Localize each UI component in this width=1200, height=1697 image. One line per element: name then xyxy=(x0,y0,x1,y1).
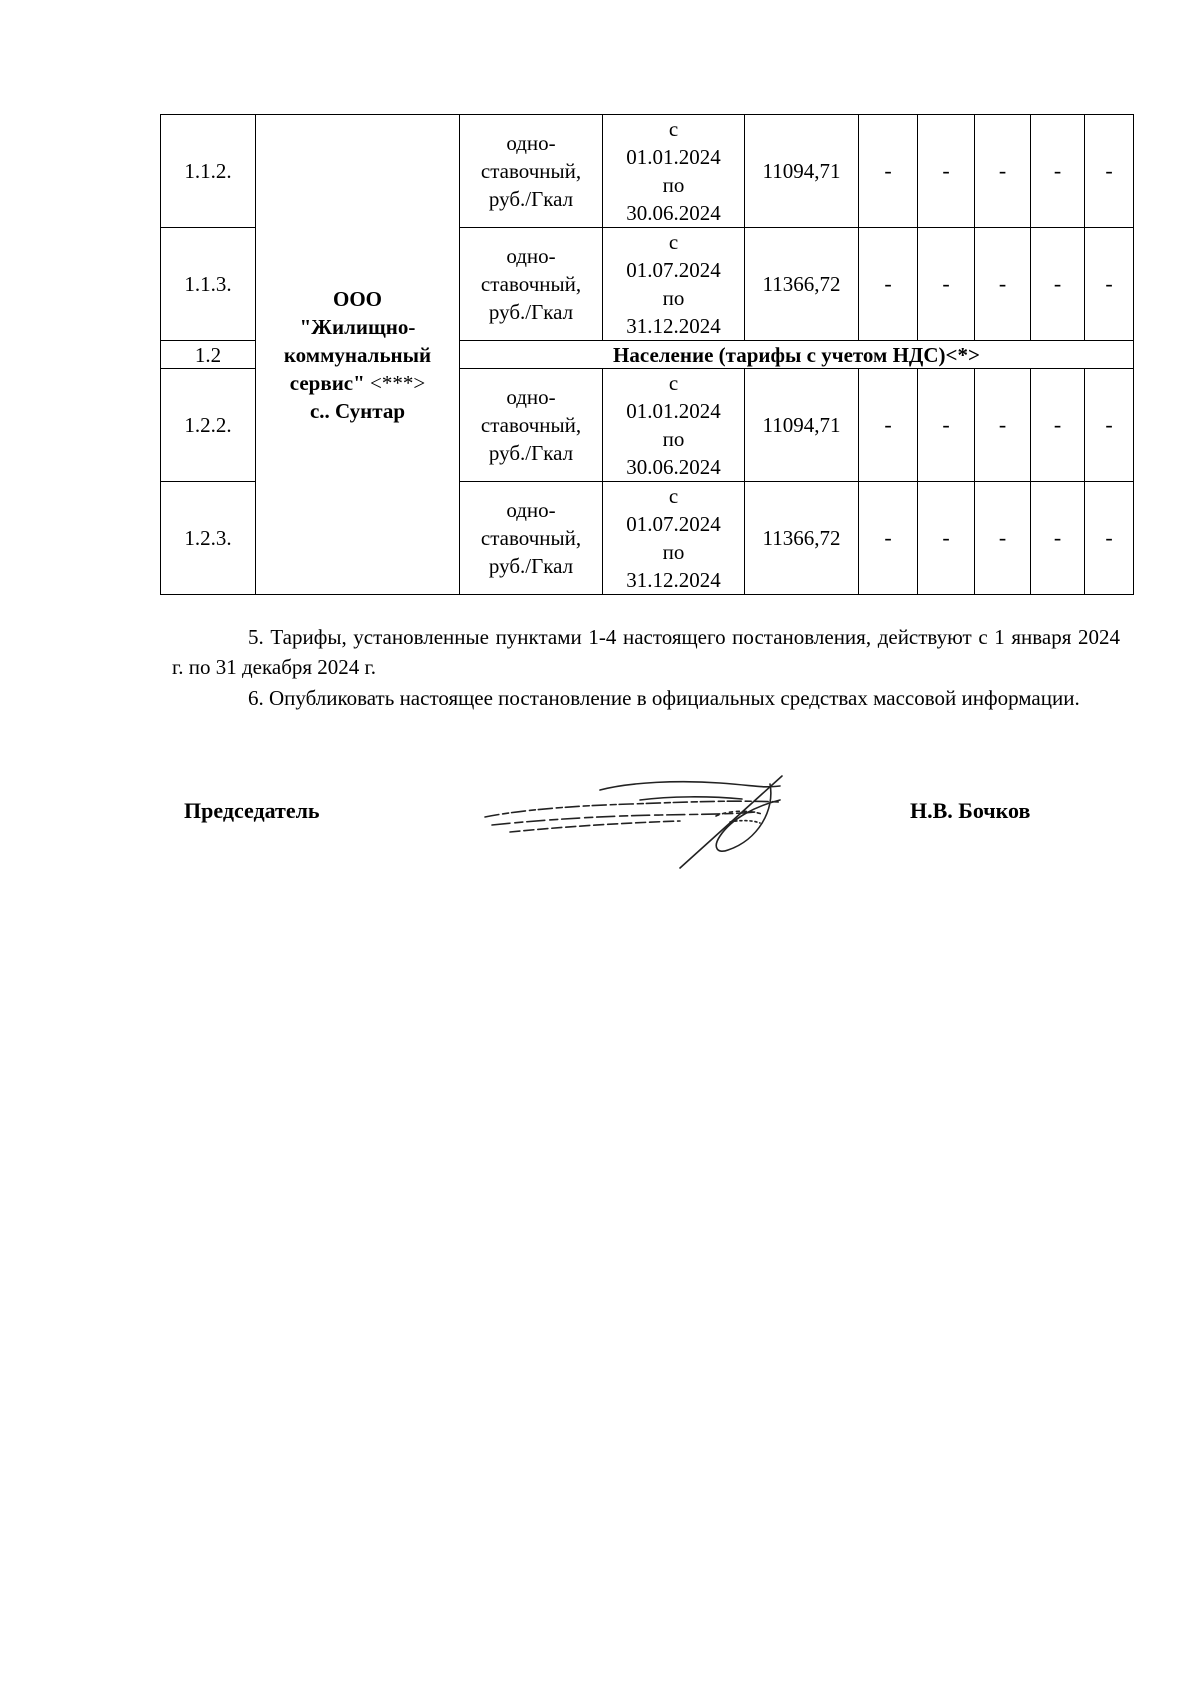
dash-cell: - xyxy=(1031,115,1085,228)
period-from-prefix: с xyxy=(668,484,679,508)
period-from-prefix: с xyxy=(668,230,679,254)
organization-line-bold: сервис" xyxy=(289,370,365,395)
dash-cell: - xyxy=(918,115,975,228)
period-to-prefix: по xyxy=(662,286,685,310)
dash-cell: - xyxy=(918,228,975,341)
tariff-value-cell: 11094,71 xyxy=(745,369,859,482)
period-to-prefix: по xyxy=(662,427,685,451)
dash-cell: - xyxy=(1085,228,1134,341)
dash-cell: - xyxy=(859,228,918,341)
dash-cell: - xyxy=(859,482,918,595)
dash-cell: - xyxy=(859,115,918,228)
dash-cell: - xyxy=(1031,369,1085,482)
organization-line: коммунальный xyxy=(283,342,432,367)
dash-cell: - xyxy=(975,115,1031,228)
dash-cell: - xyxy=(918,482,975,595)
row-number: 1.2.2. xyxy=(161,369,256,482)
dash-cell: - xyxy=(975,482,1031,595)
organization-line xyxy=(260,369,455,397)
period-from: 01.01.2024 xyxy=(626,399,721,423)
period-to: 31.12.2024 xyxy=(626,568,721,592)
period-from-prefix: с xyxy=(668,117,679,141)
dash-cell: - xyxy=(1031,228,1085,341)
dash-cell: - xyxy=(918,369,975,482)
organization-line: ООО xyxy=(332,286,382,311)
period-to: 31.12.2024 xyxy=(626,314,721,338)
period-cell xyxy=(603,115,745,228)
organization-cell xyxy=(256,115,460,595)
period-to: 30.06.2024 xyxy=(626,201,721,225)
period-from-prefix: с xyxy=(668,371,679,395)
dash-cell: - xyxy=(975,369,1031,482)
period-to-prefix: по xyxy=(662,173,685,197)
period-cell xyxy=(603,228,745,341)
dash-cell: - xyxy=(1085,369,1134,482)
period-cell xyxy=(603,482,745,595)
rate-type-cell: одно-ставочный, руб./Гкал xyxy=(460,369,603,482)
dash-cell: - xyxy=(1085,482,1134,595)
period-from: 01.07.2024 xyxy=(626,258,721,282)
handwritten-signature xyxy=(480,770,800,880)
tariff-value-cell: 11366,72 xyxy=(745,482,859,595)
organization-line: с.. Сунтар xyxy=(309,398,406,423)
organization-line: "Жилищно- xyxy=(299,314,416,339)
rate-type-cell: одно-ставочный, руб./Гкал xyxy=(460,482,603,595)
row-number: 1.1.2. xyxy=(161,115,256,228)
tariff-value-cell: 11366,72 xyxy=(745,228,859,341)
dash-cell: - xyxy=(859,369,918,482)
signatory-name: Н.В. Бочков xyxy=(910,798,1031,823)
dash-cell: - xyxy=(1031,482,1085,595)
period-from: 01.07.2024 xyxy=(626,512,721,536)
dash-cell: - xyxy=(1085,115,1134,228)
section-title: Население (тарифы с учетом НДС)<*> xyxy=(460,341,1134,369)
paragraph-6: 6. Опубликовать настоящее постановление в официальных средствах массовой информации. xyxy=(248,686,1080,710)
dash-cell: - xyxy=(975,228,1031,341)
row-number: 1.1.3. xyxy=(161,228,256,341)
period-cell xyxy=(603,369,745,482)
tariff-value-cell: 11094,71 xyxy=(745,115,859,228)
rate-type-cell: одно-ставочный, руб./Гкал xyxy=(460,228,603,341)
signatory-role: Председатель xyxy=(184,798,320,823)
paragraph-5: 5. Тарифы, установленные пунктами 1-4 настоящего постановления, действуют с 1 января 2024 г. по 31 декабря 2024 г. xyxy=(172,625,1120,679)
period-to: 30.06.2024 xyxy=(626,455,721,479)
period-from: 01.01.2024 xyxy=(626,145,721,169)
period-to-prefix: по xyxy=(662,540,685,564)
rate-type-cell: одно-ставочный, руб./Гкал xyxy=(460,115,603,228)
row-number: 1.2.3. xyxy=(161,482,256,595)
table-row xyxy=(161,115,1134,228)
section-number: 1.2 xyxy=(161,341,256,369)
organization-line-mark: <***> xyxy=(364,370,426,395)
tariff-table xyxy=(160,114,1134,595)
